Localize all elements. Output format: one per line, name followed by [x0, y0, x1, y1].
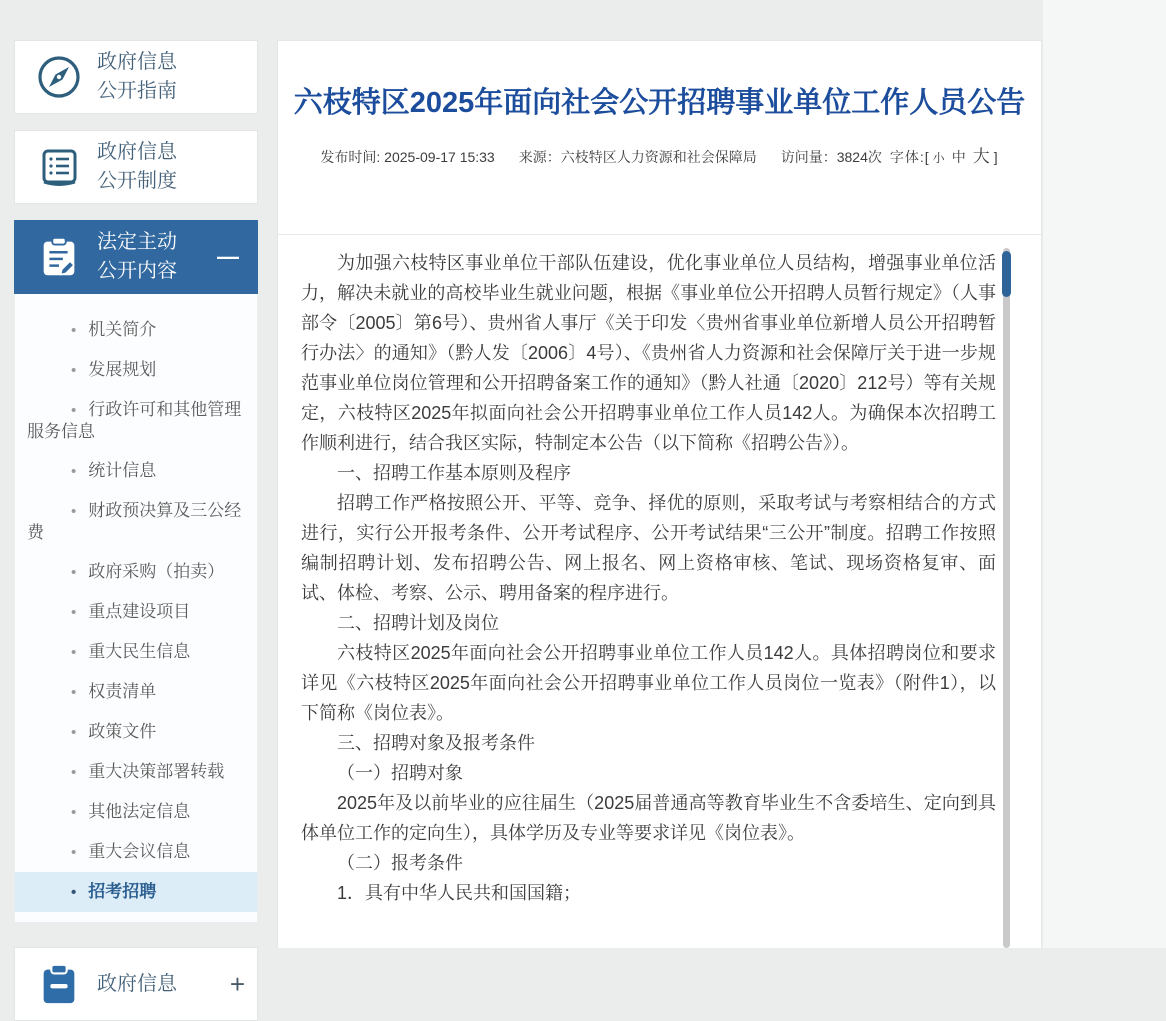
page-title: 六枝特区2025年面向社会公开招聘事业单位工作人员公告 [293, 87, 1026, 119]
article-body [278, 235, 1041, 948]
paragraph: 2025年及以前毕业的应往届生（2025届普通高等教育毕业生不含委培生、定向到具体单位工作的定向生），具体学历及专业等要求详见《岗位表》。 [301, 793, 996, 843]
bullet-icon: • [71, 503, 77, 520]
paragraph: 三、招聘对象及报考条件 [337, 733, 535, 753]
source: 来源：六枝特区人力资源和社会保障局 [518, 148, 757, 165]
sidebar-submenu [14, 294, 258, 923]
menu-item-label: 机关简介 [88, 320, 157, 339]
clipboard-pencil-icon [31, 234, 87, 280]
bullet-icon: • [71, 844, 77, 861]
sidebar-item-label: 政府信息 公开制度 [97, 141, 177, 192]
font-size-control [889, 146, 999, 166]
menu-item-label: 统计信息 [88, 461, 157, 480]
article-card [277, 40, 1042, 948]
clipboard-icon [31, 961, 87, 1007]
sidebar-menu-item[interactable] [15, 752, 257, 792]
sidebar-item-gov-info-guide[interactable] [14, 40, 258, 114]
paragraph: （二）报考条件 [337, 853, 463, 873]
collapse-minus-icon[interactable]: — [217, 244, 239, 269]
notebook-icon [31, 143, 87, 191]
sidebar-menu-item[interactable] [15, 712, 257, 752]
menu-item-label: 重大决策部署转载 [88, 762, 225, 781]
page-right-gutter [1043, 0, 1166, 948]
sidebar-menu-item[interactable] [15, 350, 257, 390]
menu-item-label: 政府采购（拍卖） [88, 562, 225, 581]
menu-item-label: 招考招聘 [88, 882, 157, 901]
paragraph: 六枝特区2025年面向社会公开招聘事业单位工作人员142人。具体招聘岗位和要求详见《六枝特区2025年面向社会公开招聘事业单位工作人员岗位一览表》（附件1），以下简称《岗位表》。 [301, 643, 996, 723]
paragraph: 1．具有中华人民共和国国籍； [337, 883, 582, 903]
menu-item-label: 重大会议信息 [88, 842, 191, 861]
bullet-icon: • [71, 724, 77, 741]
scrollbar-thumb[interactable] [1002, 251, 1011, 297]
sidebar-section-legal-disclosure[interactable] [14, 220, 258, 294]
sidebar-menu-item[interactable] [15, 872, 257, 912]
sidebar-menu-item[interactable] [15, 390, 257, 451]
paragraph: （一）招聘对象 [337, 763, 463, 783]
bullet-icon: • [71, 362, 77, 379]
menu-item-label: 重大民生信息 [88, 642, 191, 661]
font-size-small-button[interactable]: 小 [932, 150, 946, 165]
sidebar-menu-item[interactable] [15, 592, 257, 632]
paragraph: 招聘工作严格按照公开、平等、竞争、择优的原则，采取考试与考察相结合的方式进行，实行公开报考条件、公开考试程序、公开考试结果“三公开”制度。招聘工作按照编制招聘计划、发布招聘公告、网上报名、网上资格审核、笔试、现场资格复审、面试、体检、考察、公示、聘用备案的程序进行。 [301, 493, 996, 603]
bullet-icon: • [71, 764, 77, 781]
font-size-large-button[interactable]: 大 [972, 146, 991, 166]
menu-item-label: 发展规划 [88, 360, 157, 379]
view-count: 访问量：3824次 [780, 148, 882, 165]
bullet-icon: • [71, 684, 77, 701]
menu-item-label: 政策文件 [88, 722, 157, 741]
font-size-suffix: ] [993, 148, 999, 165]
bullet-icon: • [71, 604, 77, 621]
bullet-icon: • [71, 884, 77, 901]
paragraph: 一、招聘工作基本原则及程序 [337, 463, 571, 483]
sidebar [14, 40, 258, 1021]
sidebar-menu-item[interactable] [15, 552, 257, 592]
bullet-icon: • [71, 644, 77, 661]
sidebar-menu-item[interactable] [15, 832, 257, 872]
article-meta [278, 142, 1041, 167]
bullet-icon: • [71, 322, 77, 339]
sidebar-menu-item[interactable] [15, 672, 257, 712]
sidebar-section-label: 法定主动 公开内容 [97, 231, 177, 282]
menu-item-label: 其他法定信息 [88, 802, 191, 821]
expand-plus-icon[interactable]: + [229, 968, 245, 999]
paragraph: 为加强六枝特区事业单位干部队伍建设，优化事业单位人员结构，增强事业单位活力，解决未就业的高校毕业生就业问题，根据《事业单位公开招聘人员暂行规定》（人事部令〔2005〕第6号）、贵州省人事厅《关于印发〈贵州省事业单位新增人员公开招聘暂行办法〉的通知》（黔人发〔2006〕4号）、《贵州省人力资源和社会保障厅关于进一步规范事业单位岗位管理和公开招聘备案工作的通知》（黔人社通〔2020〕212号）等有关规定，六枝特区2025年拟面向社会公开招聘事业单位工作人员142人。为确保本次招聘工作顺利进行，结合我区实际，特制定本公告（以下简称《招聘公告》）。 [301, 253, 996, 453]
bullet-icon: • [71, 463, 77, 480]
sidebar-item-gov-info-system[interactable] [14, 130, 258, 204]
sidebar-menu-item[interactable] [15, 310, 257, 350]
font-size-medium-button[interactable]: 中 [951, 148, 967, 165]
bullet-icon: • [71, 804, 77, 821]
paragraph: 二、招聘计划及岗位 [337, 613, 499, 633]
bullet-icon: • [71, 402, 77, 419]
publish-time: 发布时间: 2025-09-17 15:33 [320, 148, 495, 165]
menu-item-label: 财政预决算及三公经费 [27, 501, 242, 542]
sidebar-menu-item[interactable] [15, 451, 257, 491]
sidebar-item-gov-info-reports[interactable] [14, 947, 258, 1021]
compass-icon [31, 53, 87, 101]
sidebar-menu-item[interactable] [15, 491, 257, 552]
article-text [301, 248, 996, 948]
sidebar-item-label: 政府信息 公开指南 [97, 51, 177, 102]
sidebar-menu-item[interactable] [15, 792, 257, 832]
menu-item-label: 重点建设项目 [88, 602, 191, 621]
bullet-icon: • [71, 564, 77, 581]
menu-item-label: 权责清单 [88, 682, 157, 701]
sidebar-item-label: 政府信息 [97, 972, 177, 995]
menu-item-label: 行政许可和其他管理服务信息 [27, 400, 242, 441]
sidebar-menu-item[interactable] [15, 632, 257, 672]
scrollbar-track[interactable] [1003, 248, 1010, 948]
font-size-prefix: 字体:[ [889, 148, 930, 165]
